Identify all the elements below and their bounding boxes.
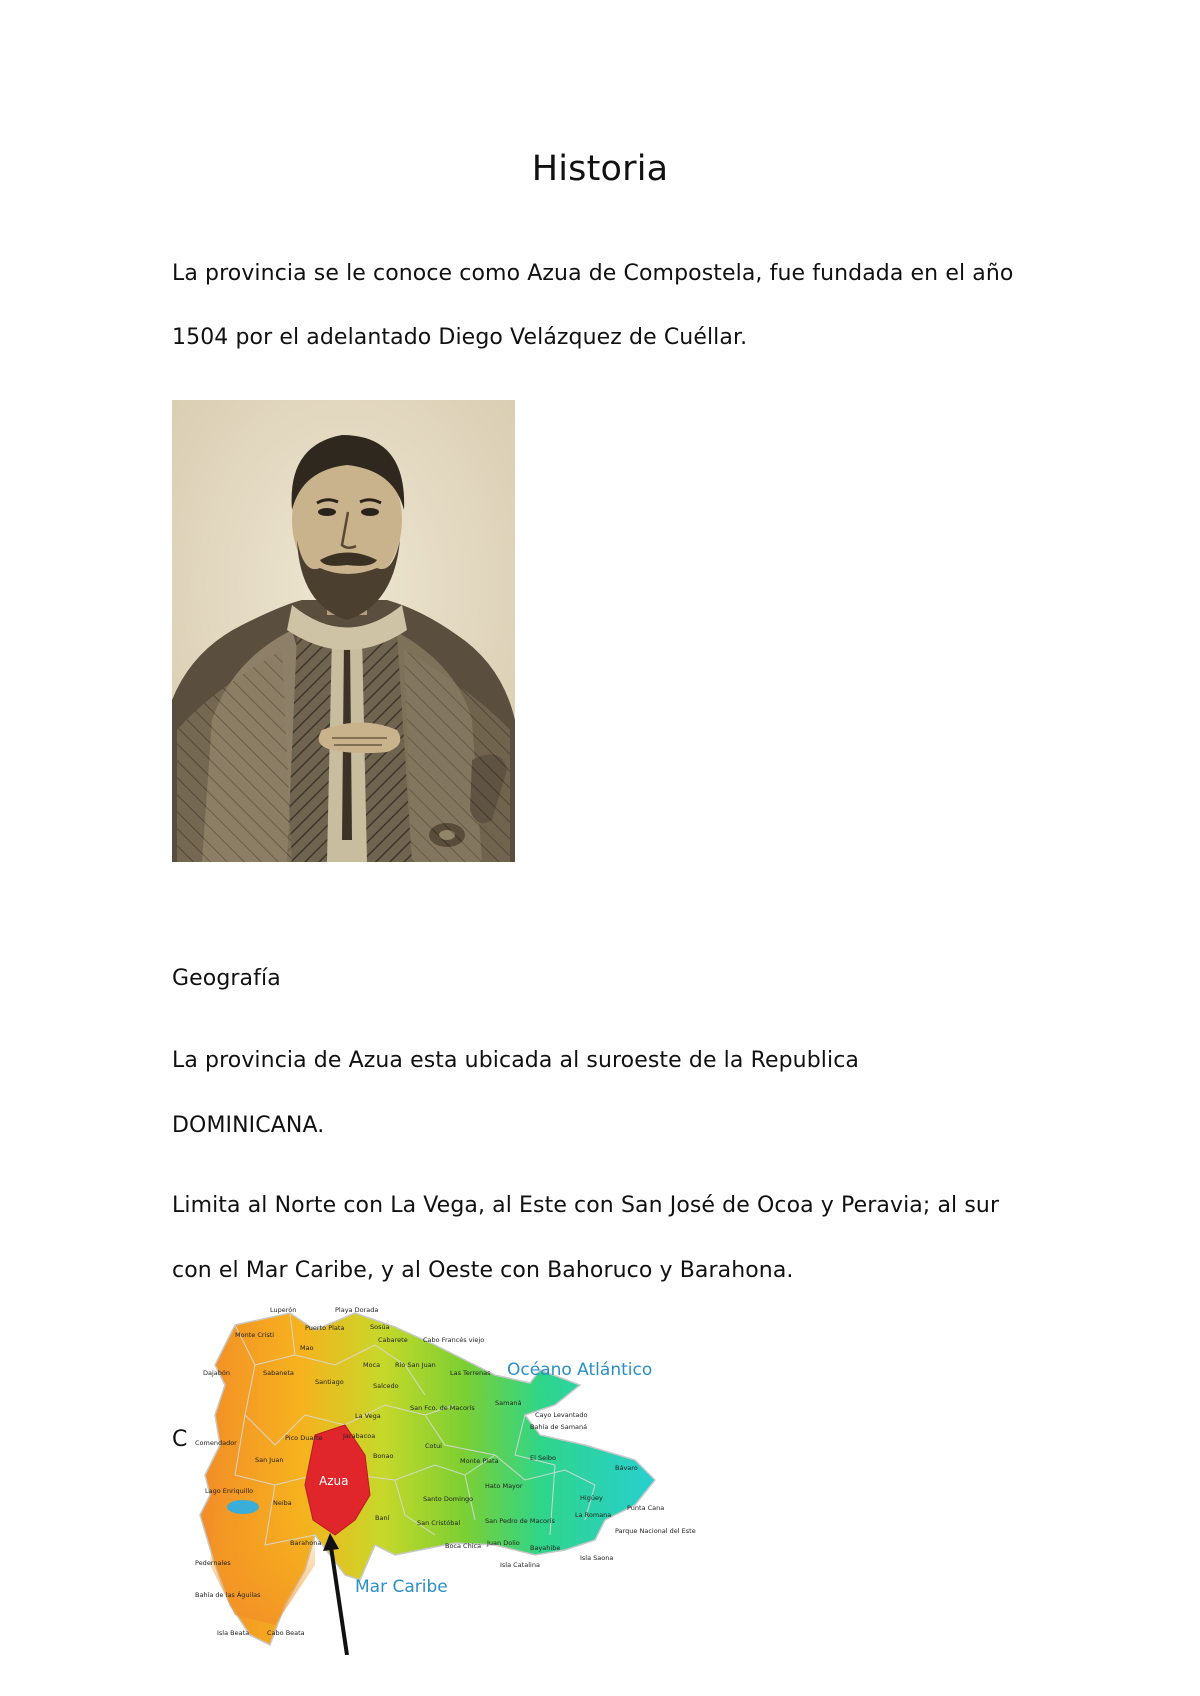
svg-text:Puerto Plata: Puerto Plata <box>305 1324 345 1332</box>
svg-text:Pedernales: Pedernales <box>195 1559 231 1567</box>
svg-text:Las Terrenas: Las Terrenas <box>450 1369 491 1377</box>
svg-text:Mao: Mao <box>300 1344 314 1352</box>
svg-text:Barahona: Barahona <box>290 1539 322 1547</box>
svg-text:Sosúa: Sosúa <box>370 1323 390 1331</box>
limites-paragraph-line-1: Limita al Norte con La Vega, al Este con San José de Ocoa y Peravia; al sur <box>172 1193 1000 1218</box>
svg-text:Bonao: Bonao <box>373 1452 394 1460</box>
stray-character: C <box>172 1427 188 1452</box>
svg-text:Punta Cana: Punta Cana <box>627 1504 665 1512</box>
portrait-image <box>172 400 515 862</box>
svg-text:La Vega: La Vega <box>355 1412 381 1420</box>
svg-text:Cotui: Cotui <box>425 1442 442 1450</box>
ocean-label: Océano Atlántico <box>507 1360 653 1380</box>
geografia-paragraph-line-2: DOMINICANA. <box>172 1113 325 1138</box>
svg-text:Higüey: Higüey <box>580 1494 603 1502</box>
svg-text:Pico Duarte: Pico Duarte <box>285 1434 323 1442</box>
svg-text:Parque Nacional del Este: Parque Nacional del Este <box>615 1527 696 1535</box>
svg-text:Bahía de Samaná: Bahía de Samaná <box>530 1423 588 1431</box>
svg-text:Playa Dorada: Playa Dorada <box>335 1306 379 1314</box>
svg-text:Monte Plata: Monte Plata <box>460 1457 499 1465</box>
sea-label: Mar Caribe <box>355 1577 448 1597</box>
svg-text:Cabo Francés viejo: Cabo Francés viejo <box>423 1336 485 1344</box>
svg-text:Santo Domingo: Santo Domingo <box>423 1495 474 1503</box>
svg-text:Santiago: Santiago <box>315 1378 344 1386</box>
svg-text:Isla Saona: Isla Saona <box>580 1554 614 1562</box>
svg-text:Isla Beata: Isla Beata <box>217 1629 250 1637</box>
svg-text:Luperón: Luperón <box>270 1306 297 1314</box>
historia-paragraph-line-2: 1504 por el adelantado Diego Velázquez de Cuéllar. <box>172 325 748 350</box>
svg-text:Monte Cristi: Monte Cristi <box>235 1331 275 1339</box>
svg-text:Bayahibe: Bayahibe <box>530 1544 561 1552</box>
svg-text:San Fco. de Macorís: San Fco. de Macorís <box>410 1404 475 1412</box>
historia-paragraph-line-1: La provincia se le conoce como Azua de Compostela, fue fundada en el año <box>172 261 1014 286</box>
page-title: Historia <box>531 149 669 189</box>
svg-text:San Pedro de Macorís: San Pedro de Macorís <box>485 1517 555 1525</box>
geografia-heading: Geografía <box>172 966 281 991</box>
svg-text:Isla Catalina: Isla Catalina <box>500 1561 540 1569</box>
svg-text:Bahía de las Águilas: Bahía de las Águilas <box>195 1591 261 1599</box>
svg-text:San Juan: San Juan <box>255 1456 284 1464</box>
svg-text:Cayo Levantado: Cayo Levantado <box>535 1411 588 1419</box>
svg-text:Boca Chica: Boca Chica <box>445 1542 482 1550</box>
svg-text:Neiba: Neiba <box>273 1499 292 1507</box>
svg-text:Sabaneta: Sabaneta <box>263 1369 294 1377</box>
svg-text:Dajabón: Dajabón <box>203 1369 230 1377</box>
svg-text:Comendador: Comendador <box>195 1439 237 1447</box>
svg-text:Cabo Beata: Cabo Beata <box>267 1629 305 1637</box>
svg-text:El Seibo: El Seibo <box>530 1454 557 1462</box>
geografia-paragraph-line-1: La provincia de Azua esta ubicada al suroeste de la Republica <box>172 1048 859 1073</box>
svg-text:Lago Enriquillo: Lago Enriquillo <box>205 1487 254 1495</box>
azua-label: Azua <box>319 1474 349 1488</box>
svg-text:Bávaro: Bávaro <box>615 1464 638 1472</box>
svg-text:Jarabacoa: Jarabacoa <box>343 1432 376 1440</box>
svg-text:Hato Mayor: Hato Mayor <box>485 1482 523 1490</box>
svg-text:Cabarete: Cabarete <box>378 1336 408 1344</box>
limites-paragraph-line-2: con el Mar Caribe, y al Oeste con Bahoruco y Barahona. <box>172 1258 794 1283</box>
svg-text:Moca: Moca <box>363 1361 381 1369</box>
svg-text:La Romana: La Romana <box>575 1511 612 1519</box>
svg-text:San Cristóbal: San Cristóbal <box>417 1519 461 1527</box>
svg-text:Samaná: Samaná <box>495 1399 522 1407</box>
dominican-republic-map <box>195 1305 705 1655</box>
svg-text:Baní: Baní <box>375 1514 390 1522</box>
svg-text:Salcedo: Salcedo <box>373 1382 399 1390</box>
svg-text:Río San Juan: Río San Juan <box>395 1361 436 1369</box>
svg-text:Juan Dolio: Juan Dolio <box>487 1539 520 1547</box>
